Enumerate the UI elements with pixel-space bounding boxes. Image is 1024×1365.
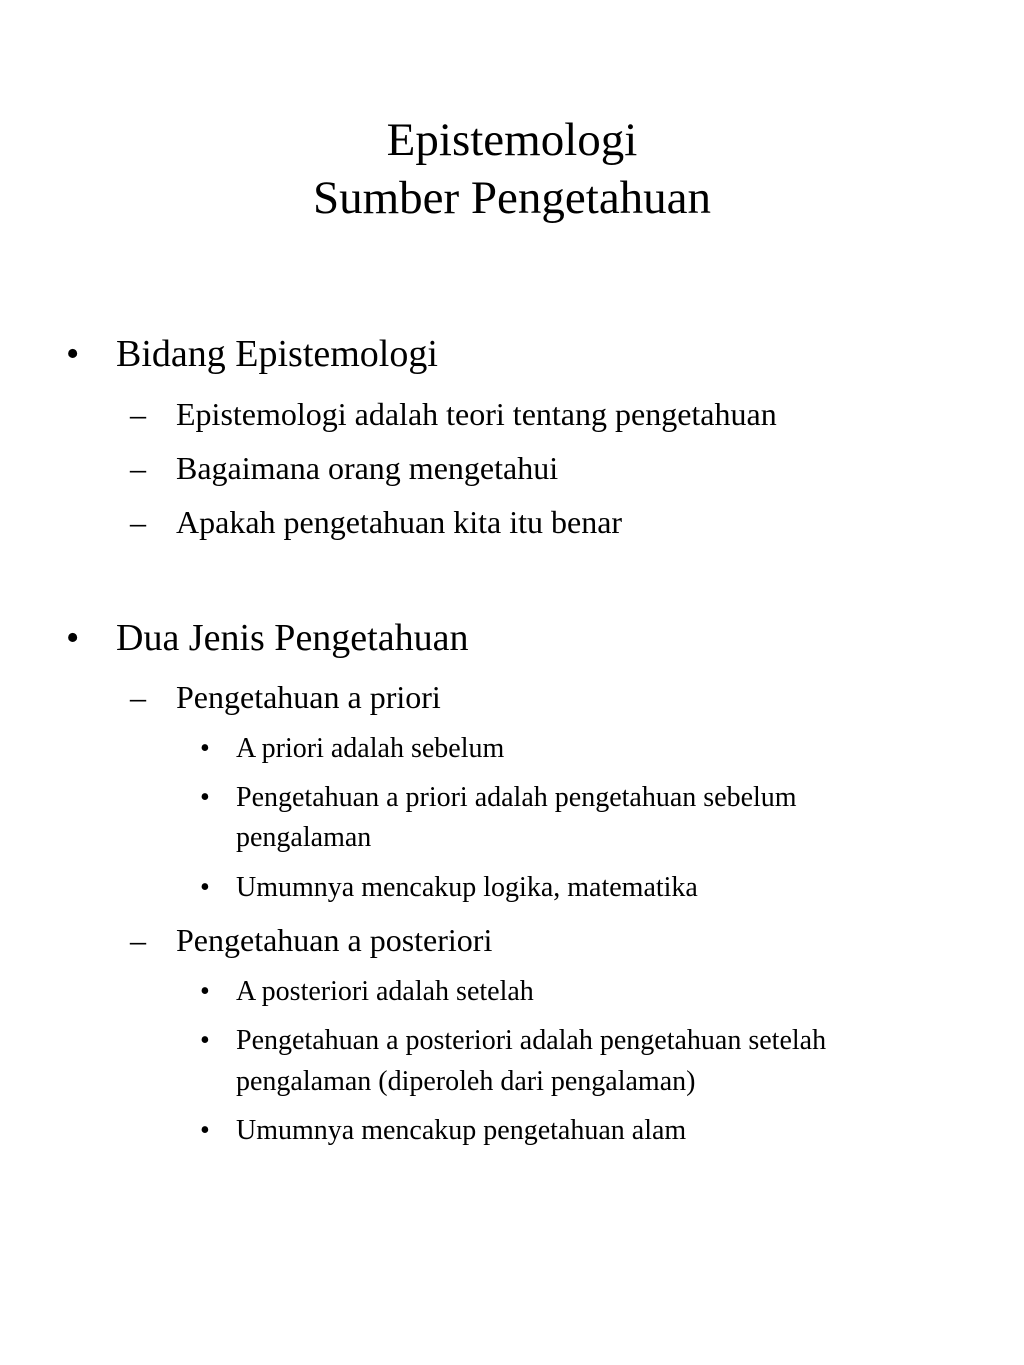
bullet-icon: • xyxy=(200,976,210,1007)
list-item-text: A priori adalah sebelum xyxy=(236,733,505,764)
list-item-continuation xyxy=(236,818,371,858)
list-item xyxy=(200,1111,687,1151)
section-heading-bidang-epistemologi xyxy=(66,332,438,376)
subsection-label: Pengetahuan a posteriori xyxy=(176,922,493,958)
bullet-icon: • xyxy=(200,733,210,764)
dash-icon: – xyxy=(130,679,146,715)
dash-icon: – xyxy=(130,450,146,486)
bullet-icon: • xyxy=(200,872,210,903)
section-heading-text: Bidang Epistemologi xyxy=(116,333,438,375)
list-item xyxy=(200,1021,827,1061)
bullet-icon: • xyxy=(200,1025,210,1056)
list-item-continuation xyxy=(236,1062,695,1102)
bullet-icon: • xyxy=(66,617,80,659)
list-item-text: pengalaman xyxy=(236,822,372,853)
list-item xyxy=(200,868,698,908)
title-line-1: Epistemologi xyxy=(386,114,638,166)
dash-icon: – xyxy=(130,396,146,432)
bullet-icon: • xyxy=(200,1115,210,1146)
list-item-text: Epistemologi adalah teori tentang pengetahuan xyxy=(176,396,777,432)
title-line-2: Sumber Pengetahuan xyxy=(312,172,712,224)
slide-title xyxy=(0,111,1024,227)
list-item-text: Apakah pengetahuan kita itu benar xyxy=(176,504,623,540)
list-item xyxy=(200,729,505,769)
list-item-text: Bagaimana orang mengetahui xyxy=(176,450,559,486)
list-item-text: Umumnya mencakup logika, matematika xyxy=(236,872,698,903)
list-item xyxy=(130,449,559,487)
bullet-icon: • xyxy=(200,782,210,813)
dash-icon: – xyxy=(130,504,146,540)
subsection-a-priori xyxy=(130,678,441,716)
section-heading-text: Dua Jenis Pengetahuan xyxy=(116,617,469,659)
list-item xyxy=(130,395,777,433)
list-item xyxy=(130,503,623,541)
list-item-text: pengalaman (diperoleh dari pengalaman) xyxy=(236,1066,696,1097)
dash-icon: – xyxy=(130,922,146,958)
list-item xyxy=(200,972,534,1012)
section-heading-dua-jenis-pengetahuan xyxy=(66,616,469,660)
list-item xyxy=(200,778,797,818)
list-item-text: A posteriori adalah setelah xyxy=(236,976,534,1007)
subsection-a-posteriori xyxy=(130,921,493,959)
subsection-label: Pengetahuan a priori xyxy=(176,679,441,715)
list-item-text: Pengetahuan a priori adalah pengetahuan sebelum xyxy=(236,782,797,813)
bullet-icon: • xyxy=(66,333,80,375)
list-item-text: Pengetahuan a posteriori adalah pengetahuan setelah xyxy=(236,1025,827,1056)
list-item-text: Umumnya mencakup pengetahuan alam xyxy=(236,1115,687,1146)
